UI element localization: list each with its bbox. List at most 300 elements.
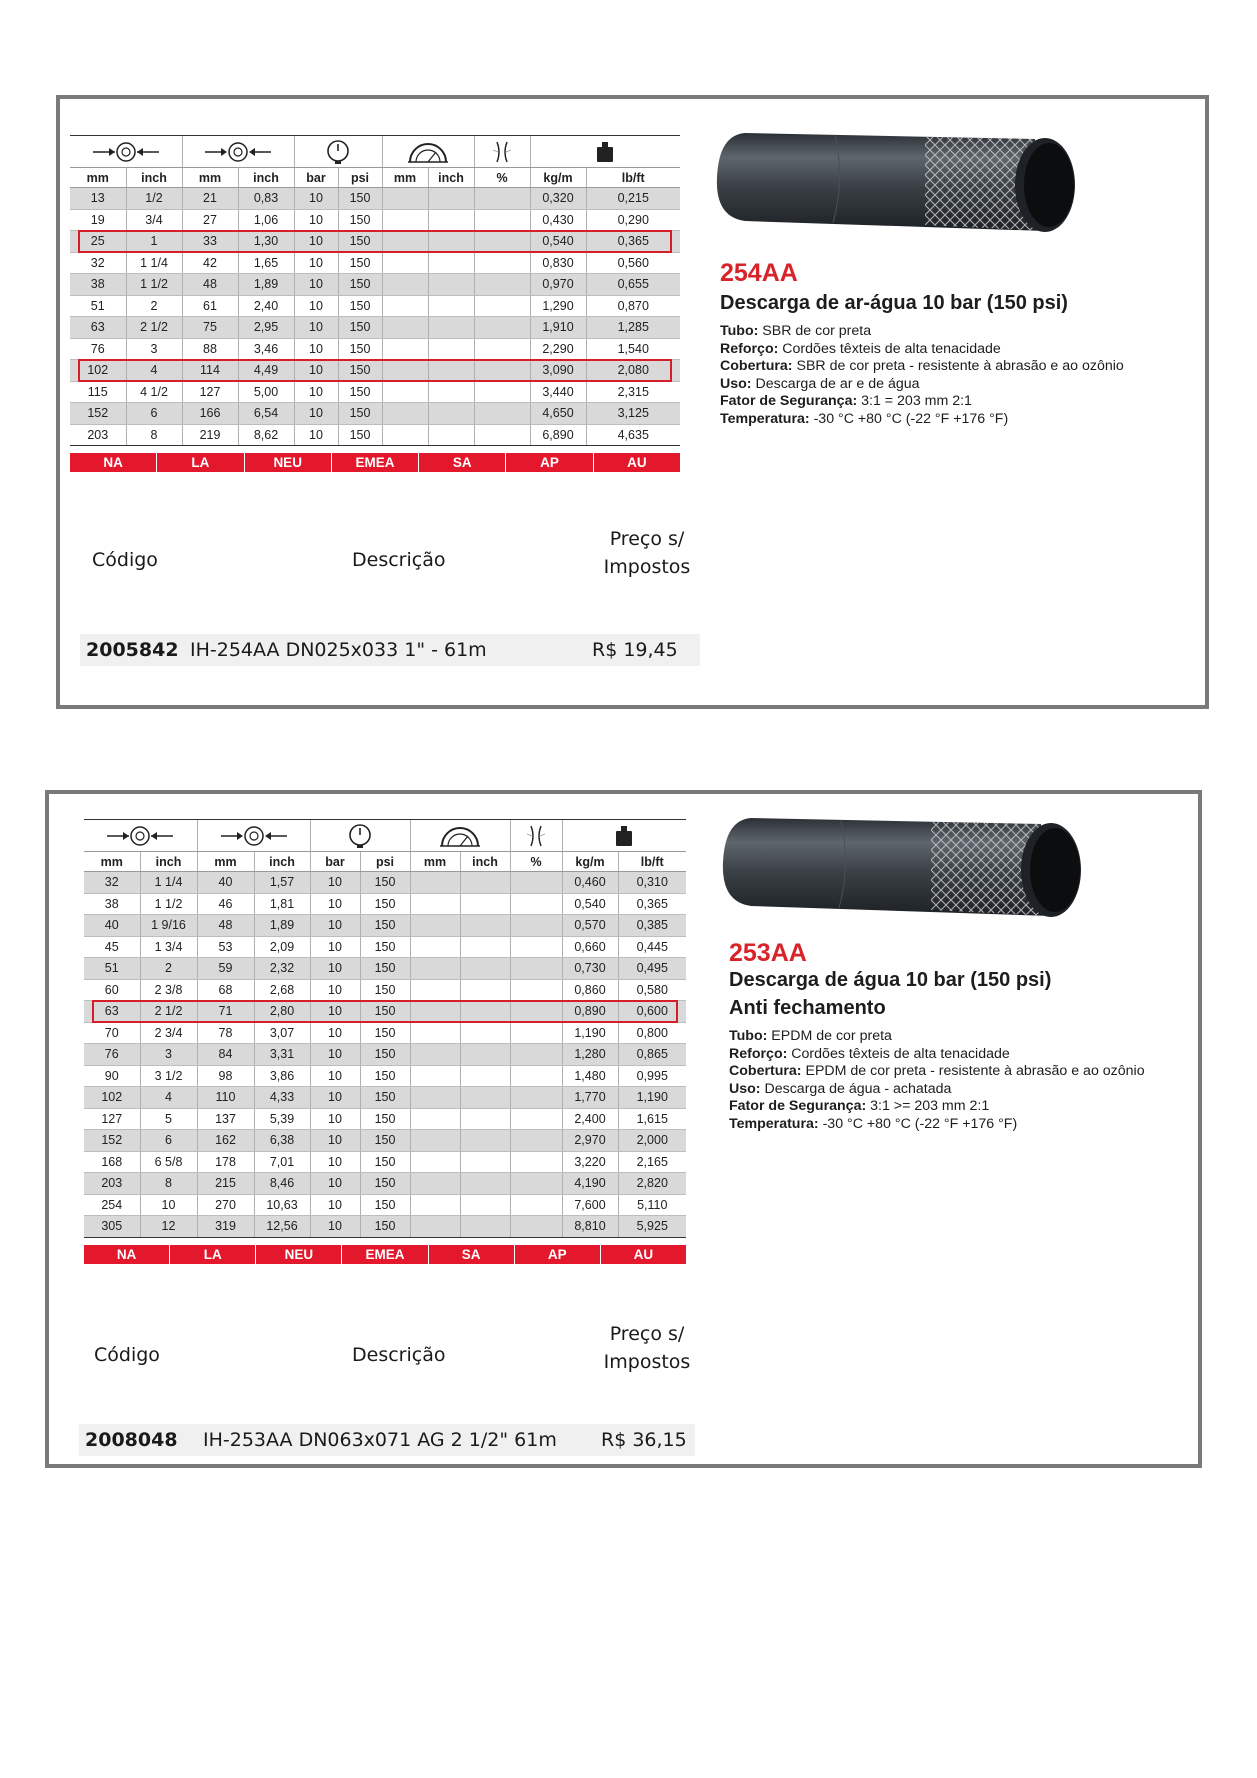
table-cell: 25 — [70, 231, 126, 253]
table-cell — [474, 252, 530, 274]
table-cell — [510, 958, 562, 980]
region-label: AU — [600, 1245, 686, 1264]
description-header: Descrição — [352, 1344, 446, 1366]
table-cell: 4,49 — [238, 360, 294, 382]
table-cell: 7,600 — [562, 1194, 618, 1216]
product-title: Descarga de ar-água 10 bar (150 psi) — [720, 292, 1068, 314]
table-cell: 10 — [294, 252, 338, 274]
units-row — [84, 852, 686, 872]
table-cell: 1,89 — [254, 915, 310, 937]
table-cell — [460, 1130, 510, 1152]
table-cell: 2 3/4 — [140, 1022, 197, 1044]
table-cell: 150 — [338, 209, 382, 231]
unit-header: inch — [428, 168, 474, 188]
spec-line — [729, 1081, 1145, 1099]
table-cell: 0,830 — [530, 252, 586, 274]
table-cell: 10 — [294, 188, 338, 210]
description-header: Descrição — [352, 549, 446, 571]
table-cell: 0,310 — [618, 872, 686, 894]
table-cell: 2,80 — [254, 1001, 310, 1023]
table-cell: 1,190 — [618, 1087, 686, 1109]
spec-value: -30 °C +80 °C (-22 °F +176 °F) — [822, 1115, 1018, 1132]
table-cell — [410, 1065, 460, 1087]
table-row — [84, 1001, 686, 1023]
table-cell: 1,30 — [238, 231, 294, 253]
unit-header: kg/m — [562, 852, 618, 872]
region-label: AP — [505, 453, 592, 472]
spec-table-body — [70, 188, 680, 446]
region-label: AU — [593, 453, 680, 472]
table-cell: 10 — [294, 209, 338, 231]
table-cell: 254 — [84, 1194, 140, 1216]
table-row — [84, 915, 686, 937]
table-cell: 53 — [197, 936, 254, 958]
table-cell: 10 — [310, 1130, 360, 1152]
table-cell: 12,56 — [254, 1216, 310, 1238]
table-cell: 1 1/2 — [140, 893, 197, 915]
table-cell — [510, 1151, 562, 1173]
table-cell: 2 1/2 — [126, 317, 182, 339]
price-header: Preço s/ Impostos — [603, 1323, 691, 1373]
table-cell: 10 — [310, 915, 360, 937]
table-cell: 10 — [310, 936, 360, 958]
table-cell: 3,07 — [254, 1022, 310, 1044]
table-row — [84, 1108, 686, 1130]
table-cell — [382, 274, 428, 296]
spec-value: 3:1 = 203 mm 2:1 — [861, 393, 972, 409]
table-cell: 0,970 — [530, 274, 586, 296]
table-cell: 150 — [360, 1022, 410, 1044]
table-cell: 110 — [197, 1087, 254, 1109]
table-cell: 27 — [182, 209, 238, 231]
table-row — [84, 1130, 686, 1152]
unit-header: mm — [182, 168, 238, 188]
table-cell — [410, 1173, 460, 1195]
spec-line — [720, 358, 1124, 376]
table-cell: 137 — [197, 1108, 254, 1130]
item-price: R$ 36,15 — [601, 1429, 687, 1451]
table-cell: 0,365 — [618, 893, 686, 915]
table-cell: 0,600 — [618, 1001, 686, 1023]
table-cell — [428, 403, 474, 425]
table-cell: 2,95 — [238, 317, 294, 339]
unit-header: psi — [338, 168, 382, 188]
table-cell: 150 — [360, 893, 410, 915]
table-cell: 2,165 — [618, 1151, 686, 1173]
table-cell: 42 — [182, 252, 238, 274]
table-cell — [428, 338, 474, 360]
table-cell: 203 — [84, 1173, 140, 1195]
table-cell — [410, 1151, 460, 1173]
table-cell: 127 — [182, 381, 238, 403]
table-cell: 203 — [70, 424, 126, 446]
table-cell — [428, 209, 474, 231]
table-row — [84, 1194, 686, 1216]
table-row — [84, 958, 686, 980]
table-cell: 10 — [310, 1194, 360, 1216]
table-cell: 1,280 — [562, 1044, 618, 1066]
table-cell: 178 — [197, 1151, 254, 1173]
table-cell: 3,31 — [254, 1044, 310, 1066]
table-cell: 0,730 — [562, 958, 618, 980]
table-cell: 102 — [70, 360, 126, 382]
table-cell — [410, 1108, 460, 1130]
table-cell: 88 — [182, 338, 238, 360]
table-cell: 0,800 — [618, 1022, 686, 1044]
table-cell: 63 — [84, 1001, 140, 1023]
table-cell — [510, 936, 562, 958]
table-cell — [474, 360, 530, 382]
spec-value: EPDM de cor preta — [771, 1028, 892, 1044]
table-cell: 75 — [182, 317, 238, 339]
table-row — [70, 274, 680, 296]
hose-image — [721, 810, 1121, 935]
unit-header: mm — [410, 852, 460, 872]
table-row — [84, 1022, 686, 1044]
item-description: IH-254AA DN025x033 1" - 61m — [190, 639, 487, 661]
table-row — [70, 252, 680, 274]
table-cell: 2,820 — [618, 1173, 686, 1195]
spec-line — [729, 1116, 1145, 1134]
table-cell — [510, 1087, 562, 1109]
table-cell: 2,080 — [586, 360, 680, 382]
spec-line — [729, 1046, 1145, 1064]
table-cell — [382, 231, 428, 253]
table-cell — [382, 403, 428, 425]
table-cell: 8 — [126, 424, 182, 446]
table-cell — [382, 252, 428, 274]
table-cell: 10 — [294, 231, 338, 253]
table-cell: 6 5/8 — [140, 1151, 197, 1173]
table-cell — [410, 1194, 460, 1216]
table-cell: 3 — [126, 338, 182, 360]
region-label: SA — [418, 453, 505, 472]
table-cell: 150 — [360, 1194, 410, 1216]
table-cell — [510, 1194, 562, 1216]
table-cell: 168 — [84, 1151, 140, 1173]
table-cell: 76 — [84, 1044, 140, 1066]
table-cell: 10 — [310, 1087, 360, 1109]
table-cell: 8,810 — [562, 1216, 618, 1238]
table-cell — [460, 1194, 510, 1216]
unit-header: mm — [382, 168, 428, 188]
table-cell: 1 1/4 — [140, 872, 197, 894]
table-cell: 0,560 — [586, 252, 680, 274]
table-cell: 215 — [197, 1173, 254, 1195]
table-cell: 1,57 — [254, 872, 310, 894]
table-cell: 12 — [140, 1216, 197, 1238]
table-cell: 3 1/2 — [140, 1065, 197, 1087]
table-cell — [474, 424, 530, 446]
price-header: Preço s/ Impostos — [603, 528, 691, 578]
unit-header: inch — [140, 852, 197, 872]
spec-value: Cordões têxteis de alta tenacidade — [782, 340, 1001, 357]
table-cell: 68 — [197, 979, 254, 1001]
table-cell: 150 — [360, 1087, 410, 1109]
spec-line — [729, 1028, 1145, 1046]
table-cell: 0,870 — [586, 295, 680, 317]
table-cell — [460, 1108, 510, 1130]
table-cell: 10 — [310, 1151, 360, 1173]
table-cell — [460, 1173, 510, 1195]
table-cell: 150 — [338, 252, 382, 274]
table-cell: 150 — [338, 338, 382, 360]
table-cell: 150 — [360, 1173, 410, 1195]
table-cell: 10 — [310, 1108, 360, 1130]
table-cell: 150 — [360, 872, 410, 894]
table-cell: 0,460 — [562, 872, 618, 894]
table-cell — [474, 209, 530, 231]
price-row — [80, 634, 700, 666]
table-cell: 150 — [338, 317, 382, 339]
table-cell: 1 — [126, 231, 182, 253]
table-cell: 5,39 — [254, 1108, 310, 1130]
table-cell — [382, 209, 428, 231]
table-cell: 2,68 — [254, 979, 310, 1001]
vacuum-icon — [510, 820, 562, 852]
table-cell — [510, 1108, 562, 1130]
table-cell: 114 — [182, 360, 238, 382]
spec-value: SBR de cor preta — [762, 323, 872, 339]
product-code: 253AA — [729, 939, 807, 967]
table-cell: 6,38 — [254, 1130, 310, 1152]
table-cell — [460, 1022, 510, 1044]
spec-value: Cordões têxteis de alta tenacidade — [791, 1045, 1010, 1062]
item-description: IH-253AA DN063x071 AG 2 1/2" 61m — [203, 1429, 557, 1451]
table-cell: 2,000 — [618, 1130, 686, 1152]
table-cell: 150 — [338, 424, 382, 446]
spec-line — [729, 1098, 1145, 1116]
unit-header: % — [474, 168, 530, 188]
table-cell: 10 — [310, 1173, 360, 1195]
table-cell: 1,89 — [238, 274, 294, 296]
bend-radius-icon — [410, 820, 510, 852]
table-cell: 3 — [140, 1044, 197, 1066]
table-cell: 150 — [360, 1001, 410, 1023]
table-cell: 0,290 — [586, 209, 680, 231]
table-cell — [510, 1044, 562, 1066]
table-cell — [382, 424, 428, 446]
table-cell: 5,00 — [238, 381, 294, 403]
table-cell — [460, 1216, 510, 1238]
table-row — [70, 360, 680, 382]
table-cell: 5,925 — [618, 1216, 686, 1238]
table-cell: 10 — [294, 274, 338, 296]
table-cell — [474, 188, 530, 210]
spec-value: 3:1 >= 203 mm 2:1 — [870, 1098, 990, 1114]
table-cell: 19 — [70, 209, 126, 231]
spec-label: Temperatura: — [720, 410, 810, 427]
table-cell: 76 — [70, 338, 126, 360]
table-cell: 0,445 — [618, 936, 686, 958]
table-cell: 10 — [294, 338, 338, 360]
region-label: NEU — [244, 453, 331, 472]
table-cell: 21 — [182, 188, 238, 210]
table-cell: 0,570 — [562, 915, 618, 937]
table-cell: 150 — [338, 381, 382, 403]
table-cell: 10 — [294, 381, 338, 403]
table-cell — [510, 1065, 562, 1087]
item-price: R$ 19,45 — [592, 639, 678, 661]
unit-header: bar — [310, 852, 360, 872]
table-cell — [410, 893, 460, 915]
table-cell — [428, 252, 474, 274]
spec-label: Reforço: — [720, 340, 779, 357]
table-cell: 150 — [360, 958, 410, 980]
table-cell: 0,660 — [562, 936, 618, 958]
table-cell: 1,285 — [586, 317, 680, 339]
table-cell — [428, 317, 474, 339]
spec-line — [720, 393, 1124, 411]
table-cell: 46 — [197, 893, 254, 915]
table-cell: 48 — [182, 274, 238, 296]
spec-value: EPDM de cor preta - resistente à abrasão e ao ozônio — [805, 1063, 1145, 1079]
table-cell: 59 — [197, 958, 254, 980]
table-cell: 10 — [294, 424, 338, 446]
table-cell — [510, 915, 562, 937]
product-specs — [729, 1028, 1145, 1133]
table-cell: 305 — [84, 1216, 140, 1238]
table-cell: 0,995 — [618, 1065, 686, 1087]
table-cell — [460, 872, 510, 894]
table-cell: 10 — [310, 1044, 360, 1066]
table-cell — [382, 360, 428, 382]
table-cell: 2 3/8 — [140, 979, 197, 1001]
table-cell: 150 — [360, 915, 410, 937]
table-cell: 150 — [338, 360, 382, 382]
table-cell: 150 — [338, 188, 382, 210]
table-cell: 13 — [70, 188, 126, 210]
table-cell: 4 — [140, 1087, 197, 1109]
table-cell — [460, 1044, 510, 1066]
unit-header: lb/ft — [618, 852, 686, 872]
table-row — [70, 381, 680, 403]
code-header: Código — [94, 1344, 160, 1366]
table-cell: 1 3/4 — [140, 936, 197, 958]
regions-bar — [84, 1245, 686, 1264]
table-cell — [510, 1001, 562, 1023]
spec-line — [729, 1063, 1145, 1081]
unit-header: mm — [197, 852, 254, 872]
table-cell: 152 — [84, 1130, 140, 1152]
table-cell: 127 — [84, 1108, 140, 1130]
table-cell — [382, 338, 428, 360]
table-cell — [410, 1216, 460, 1238]
table-cell — [474, 403, 530, 425]
table-cell: 51 — [84, 958, 140, 980]
spec-table-body — [84, 872, 686, 1238]
product-code: 254AA — [720, 259, 798, 287]
table-cell: 166 — [182, 403, 238, 425]
pressure-gauge-icon — [310, 820, 410, 852]
table-cell — [474, 381, 530, 403]
table-cell: 63 — [70, 317, 126, 339]
spec-label: Reforço: — [729, 1045, 788, 1062]
product-card-253aa — [45, 790, 1202, 1468]
product-specs — [720, 323, 1124, 428]
table-row — [70, 338, 680, 360]
table-cell: 150 — [360, 1065, 410, 1087]
table-cell: 4 1/2 — [126, 381, 182, 403]
table-cell: 150 — [360, 1044, 410, 1066]
table-cell: 10 — [310, 1022, 360, 1044]
table-cell: 6 — [140, 1130, 197, 1152]
table-cell: 10 — [294, 403, 338, 425]
table-cell: 150 — [338, 274, 382, 296]
price-table-header — [94, 1323, 691, 1384]
table-cell: 10 — [294, 360, 338, 382]
table-cell — [382, 295, 428, 317]
table-cell: 150 — [360, 1216, 410, 1238]
table-cell: 102 — [84, 1087, 140, 1109]
table-cell — [410, 979, 460, 1001]
table-cell — [410, 1001, 460, 1023]
table-cell: 8,46 — [254, 1173, 310, 1195]
table-cell: 32 — [70, 252, 126, 274]
table-cell: 3,220 — [562, 1151, 618, 1173]
table-cell: 0,540 — [530, 231, 586, 253]
table-cell: 5 — [140, 1108, 197, 1130]
table-cell: 150 — [360, 1108, 410, 1130]
spec-label: Tubo: — [729, 1028, 768, 1044]
table-cell — [474, 338, 530, 360]
table-cell: 1,770 — [562, 1087, 618, 1109]
regions-bar — [70, 453, 680, 472]
table-cell — [410, 1087, 460, 1109]
table-cell: 4,650 — [530, 403, 586, 425]
table-cell: 10 — [310, 1065, 360, 1087]
table-cell: 10 — [310, 872, 360, 894]
table-cell — [410, 936, 460, 958]
table-cell: 10 — [294, 317, 338, 339]
table-row — [70, 188, 680, 210]
region-label: AP — [514, 1245, 600, 1264]
table-cell: 0,865 — [618, 1044, 686, 1066]
table-cell — [474, 317, 530, 339]
table-cell — [428, 188, 474, 210]
table-cell: 2,32 — [254, 958, 310, 980]
table-row — [84, 979, 686, 1001]
region-label: NEU — [255, 1245, 341, 1264]
table-cell: 2,290 — [530, 338, 586, 360]
table-cell — [382, 381, 428, 403]
table-cell: 4 — [126, 360, 182, 382]
table-cell — [410, 872, 460, 894]
product-title: Descarga de água 10 bar (150 psi) Anti fechamento — [729, 969, 1052, 1019]
spec-table — [84, 819, 686, 1238]
table-cell — [510, 979, 562, 1001]
table-cell: 2 1/2 — [140, 1001, 197, 1023]
table-cell — [428, 360, 474, 382]
table-cell: 1,290 — [530, 295, 586, 317]
spec-line — [720, 323, 1124, 341]
table-cell: 70 — [84, 1022, 140, 1044]
weight-icon — [562, 820, 686, 852]
table-cell: 1/2 — [126, 188, 182, 210]
table-cell: 8,62 — [238, 424, 294, 446]
table-cell: 5,110 — [618, 1194, 686, 1216]
table-cell: 4,190 — [562, 1173, 618, 1195]
table-cell: 10 — [310, 893, 360, 915]
region-label: EMEA — [331, 453, 418, 472]
unit-header: % — [510, 852, 562, 872]
outer-diameter-icon — [182, 136, 294, 168]
table-cell: 150 — [338, 295, 382, 317]
product-card-254aa — [56, 95, 1209, 709]
table-cell: 270 — [197, 1194, 254, 1216]
table-cell: 45 — [84, 936, 140, 958]
table-cell: 2 — [140, 958, 197, 980]
